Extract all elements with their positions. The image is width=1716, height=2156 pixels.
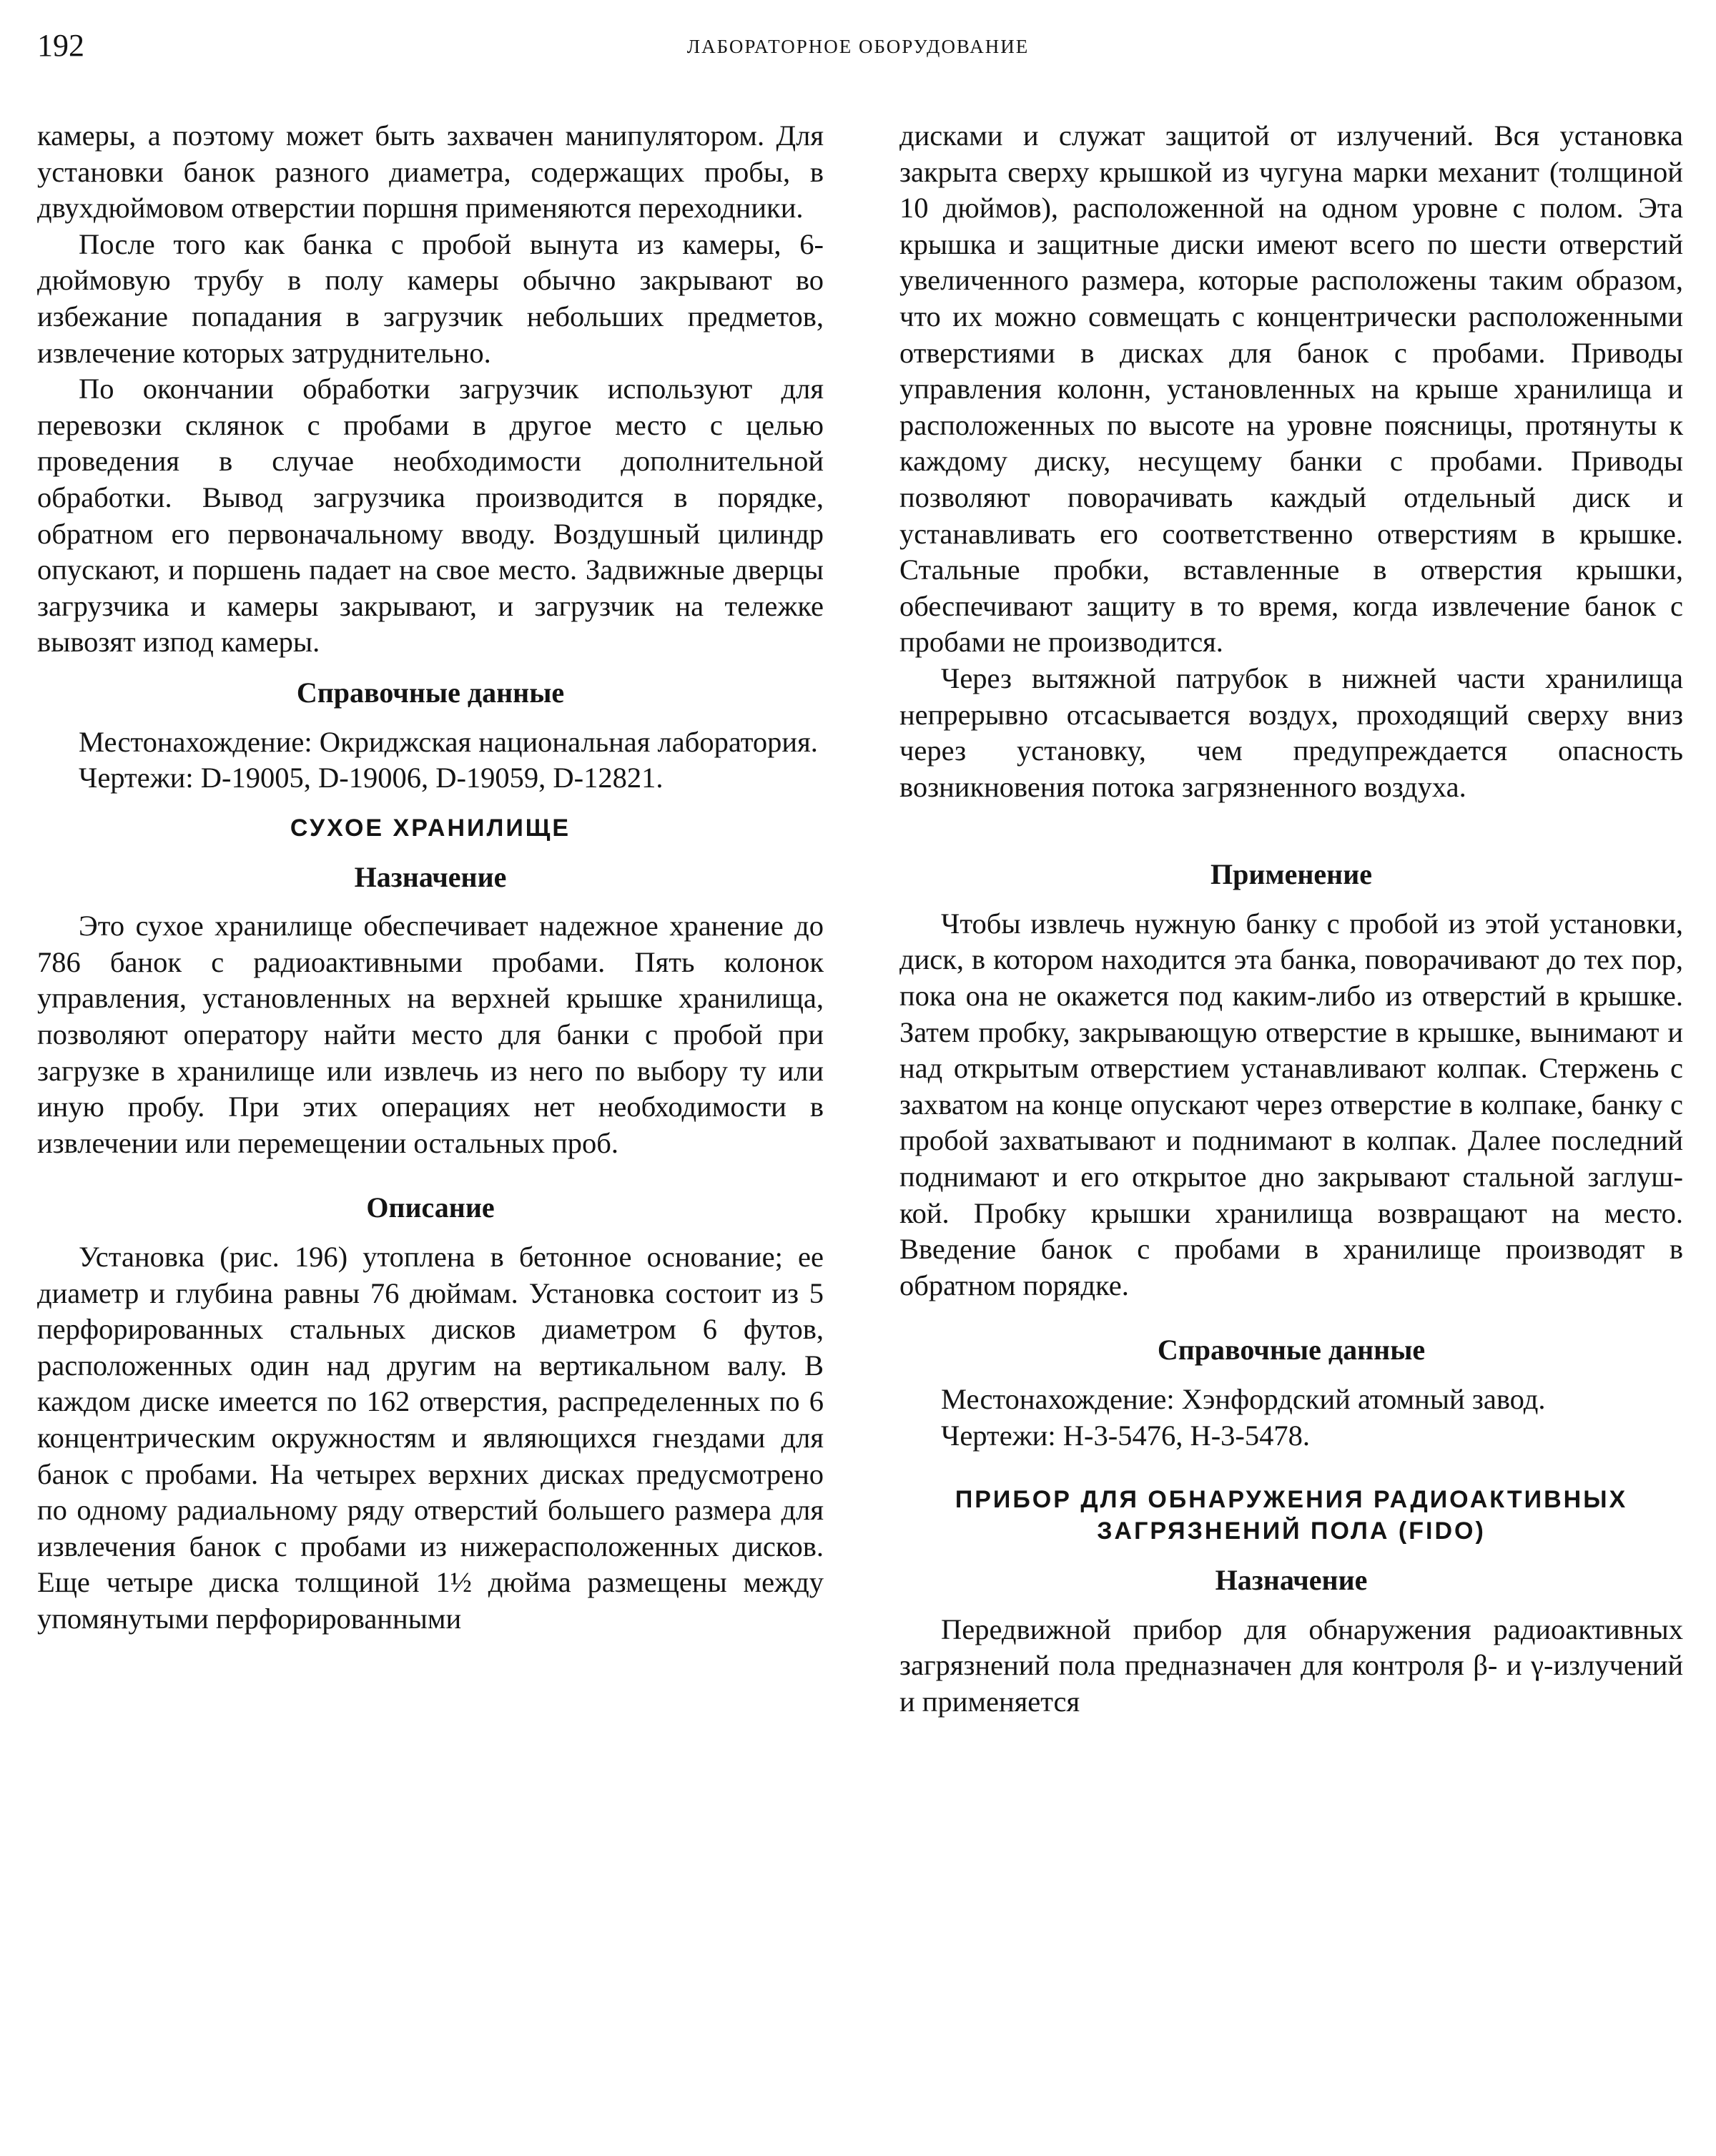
reference-location: Местонахождение: Хэнфордский атомный завод. <box>941 1383 1546 1415</box>
purpose-heading: Назначение <box>354 860 507 893</box>
page-header <box>37 27 1679 70</box>
application-heading: Применение <box>1210 858 1373 891</box>
paragraph: Через вытяжной патрубок в нижней части хранилища непрерывно отсасывается воздух, проходящий сверху вниз через установку, чем предупреждается опасность возникновения потока загрязненного воздуха. <box>899 661 1683 803</box>
description-text: Установка (рис. 196) утоплена в бетонное основание; ее диаметр и глубина равны 76 дюймам. Установка состоит из 5 перфорированных стальных дисков диаметром 6 футов, расположенных один над другим на вертикальном валу. В каждом диске имеется по 162 отверстия, распределенных по 6 концентрическим окружностям и являющихся гнездами для банок с пробами. На четырех верхних дисках предусмотрено по одному радиальному ряду отверстий большего размера для извлечения банок с пробами из нижерасположенных дисков. Еще четыре диска толщиной 1½ дюйма размещены между упомянутыми перфорированными <box>37 1241 824 1635</box>
application-text: Чтобы извлечь нужную банку с пробой из этой установки, диск, в котором находится эта банка, поворачивают до тех пор, пока она не окажется под каким-либо из отверстий в крышке. Затем пробку, закрывающую отверстие в крышке, вынимают и над открытым отверстием устанавливают колпак. Стержень с захватом на конце опускают через отверстие в колпаке, банку с пробой захватывают и поднимают в колпак. Далее последний поднимают и его открытое дно закрывают стальной заглушкой. Пробку крышки хранилища возвращают на место. Введение банок с пробами в хранилище производят в обратном порядке. <box>899 907 1683 1301</box>
left-column <box>37 118 824 1638</box>
reference-drawings: Чертежи: D-19005, D-19006, D-19059, D-12821. <box>79 762 664 794</box>
paragraph: дисками и служат защитой от излучений. Вся установка закрыта сверху крышкой из чугуна марки механит (толщиной 10 дюймов), расположенной на одном уровне с полом. Эта крышка и защитные диски имеют всего по шести отверстий увеличенного размера, которые расположены таким образом, что их можно совмещать с концентрически расположенными отверстиями в дисках для банок с пробами. Приводы управления колонн, установленных на крыше хранилища и расположенных по высоте на уровне поясницы, протянуты к каждому диску, несущему банки с пробами. Приводы позволяют поворачивать каждый отдельный диск и устанавливать его соответственно отверстиям в крышке. Стальные пробки, вставленные в отверстия крышки, обеспечивают защиту в то время, когда извлечение банок с пробами не производится. <box>899 119 1683 659</box>
paragraph: камеры, а поэтому может быть захвачен манипулятором. Для установки банок разного диаметра, содержащих пробы, в двухдюймовом отверстии поршня применяются переходники. <box>37 119 824 225</box>
reference-heading: Справочные данные <box>1157 1334 1426 1367</box>
right-column <box>899 118 1683 1721</box>
purpose-text: Это сухое хранилище обеспечивает надежное хранение до 786 банок с радиоактивными пробами. Пять колонок управления, установленных на верхней крышке хранилища, позволяют оператору найти место для банки с пробой при загрузке в хранилище или извлечь из него по выбору ту или иную пробу. При этих операциях нет необходимости в извлечении или перемещении остальных проб. <box>37 910 824 1159</box>
page-number: 192 <box>37 28 84 63</box>
description-heading: Описание <box>366 1191 495 1224</box>
reference-heading: Справочные данные <box>296 676 565 709</box>
paragraph: По окончании обработки загрузчик используют для перевозки склянок с пробами в другое место с целью проведения в случае необходимости дополнительной обработки. Вывод загрузчика производится в порядке, обратном его первоначальному вводу. Воздушный цилиндр опускают, и поршень падает на свое место. Задвижные дверцы загрузчика и камеры закрывают, и загрузчик на тележке вывозят изпод камеры. <box>37 373 824 659</box>
reference-location: Местонахождение: Окриджская национальная лаборатория. <box>79 725 818 758</box>
purpose-text: Передвижной прибор для обнаружения радиоактивных загрязнений пола предназначен для контроля β- и γ-излучений и применяется <box>899 1613 1683 1718</box>
paragraph: После того как банка с пробой вынута из камеры, 6-дюймовую трубу в полу камеры обычно закрывают во избежание попадания в загрузчик небольших предметов, извлечение которых затруднительно. <box>37 227 824 369</box>
running-title: ЛАБОРАТОРНОЕ ОБОРУДОВАНИЕ <box>686 36 1030 57</box>
purpose-heading: Назначение <box>1215 1564 1368 1597</box>
section-title: ПРИБОР ДЛЯ ОБНАРУЖЕНИЯ РАДИОАКТИВНЫХ ЗАГРЯЗНЕНИЙ ПОЛА (FIDO) <box>955 1486 1628 1545</box>
section-title: СУХОЕ ХРАНИЛИЩЕ <box>290 814 571 842</box>
reference-drawings: Чертежи: H-3-5476, H-3-5478. <box>941 1419 1311 1452</box>
